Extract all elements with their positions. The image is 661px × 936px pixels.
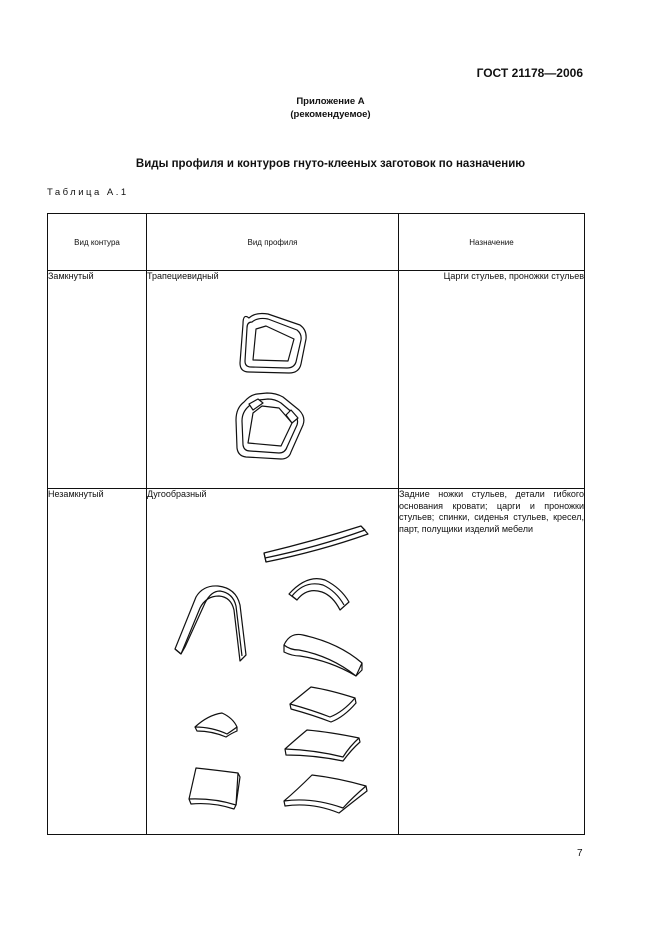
small-curved-tile <box>195 713 237 737</box>
row2-profile: Дугообразный <box>147 489 399 835</box>
row2-contour: Незамкнутый <box>48 489 147 835</box>
appendix-title: Приложение А <box>296 96 365 107</box>
row1-profile: Трапециевидный <box>147 271 399 489</box>
row1-contour: Замкнутый <box>48 271 147 489</box>
document-title: Виды профиля и контуров гнуто-клееных заготовок по назначению <box>135 158 526 170</box>
standard-number: ГОСТ 21178—2006 <box>476 66 583 80</box>
page-number: 7 <box>577 848 583 859</box>
small-arc-block <box>289 579 349 610</box>
curved-sheet <box>189 768 240 809</box>
table-label: Таблица А.1 <box>47 187 129 198</box>
row1-purpose: Царги стульев, проножки стульев <box>399 271 585 489</box>
header-contour: Вид контура <box>48 214 147 271</box>
appendix-subtitle: (рекомендуемое) <box>290 109 371 120</box>
header-purpose: Назначение <box>399 214 585 271</box>
row2-purpose: Задние ножки стульев, детали гибкого основания кровати; царги и проножки стульев; спинки, сиденья стульев, кресел, парт, полущики изделий мебели <box>399 489 585 835</box>
wavy-panel-1 <box>290 687 356 722</box>
u-shaped-leg <box>175 586 246 661</box>
wavy-panel-2 <box>285 730 360 761</box>
long-arc-strip <box>264 526 368 562</box>
medium-curved-bar <box>284 634 362 676</box>
wavy-panel-3 <box>284 775 367 813</box>
header-profile: Вид профиля <box>147 214 399 271</box>
